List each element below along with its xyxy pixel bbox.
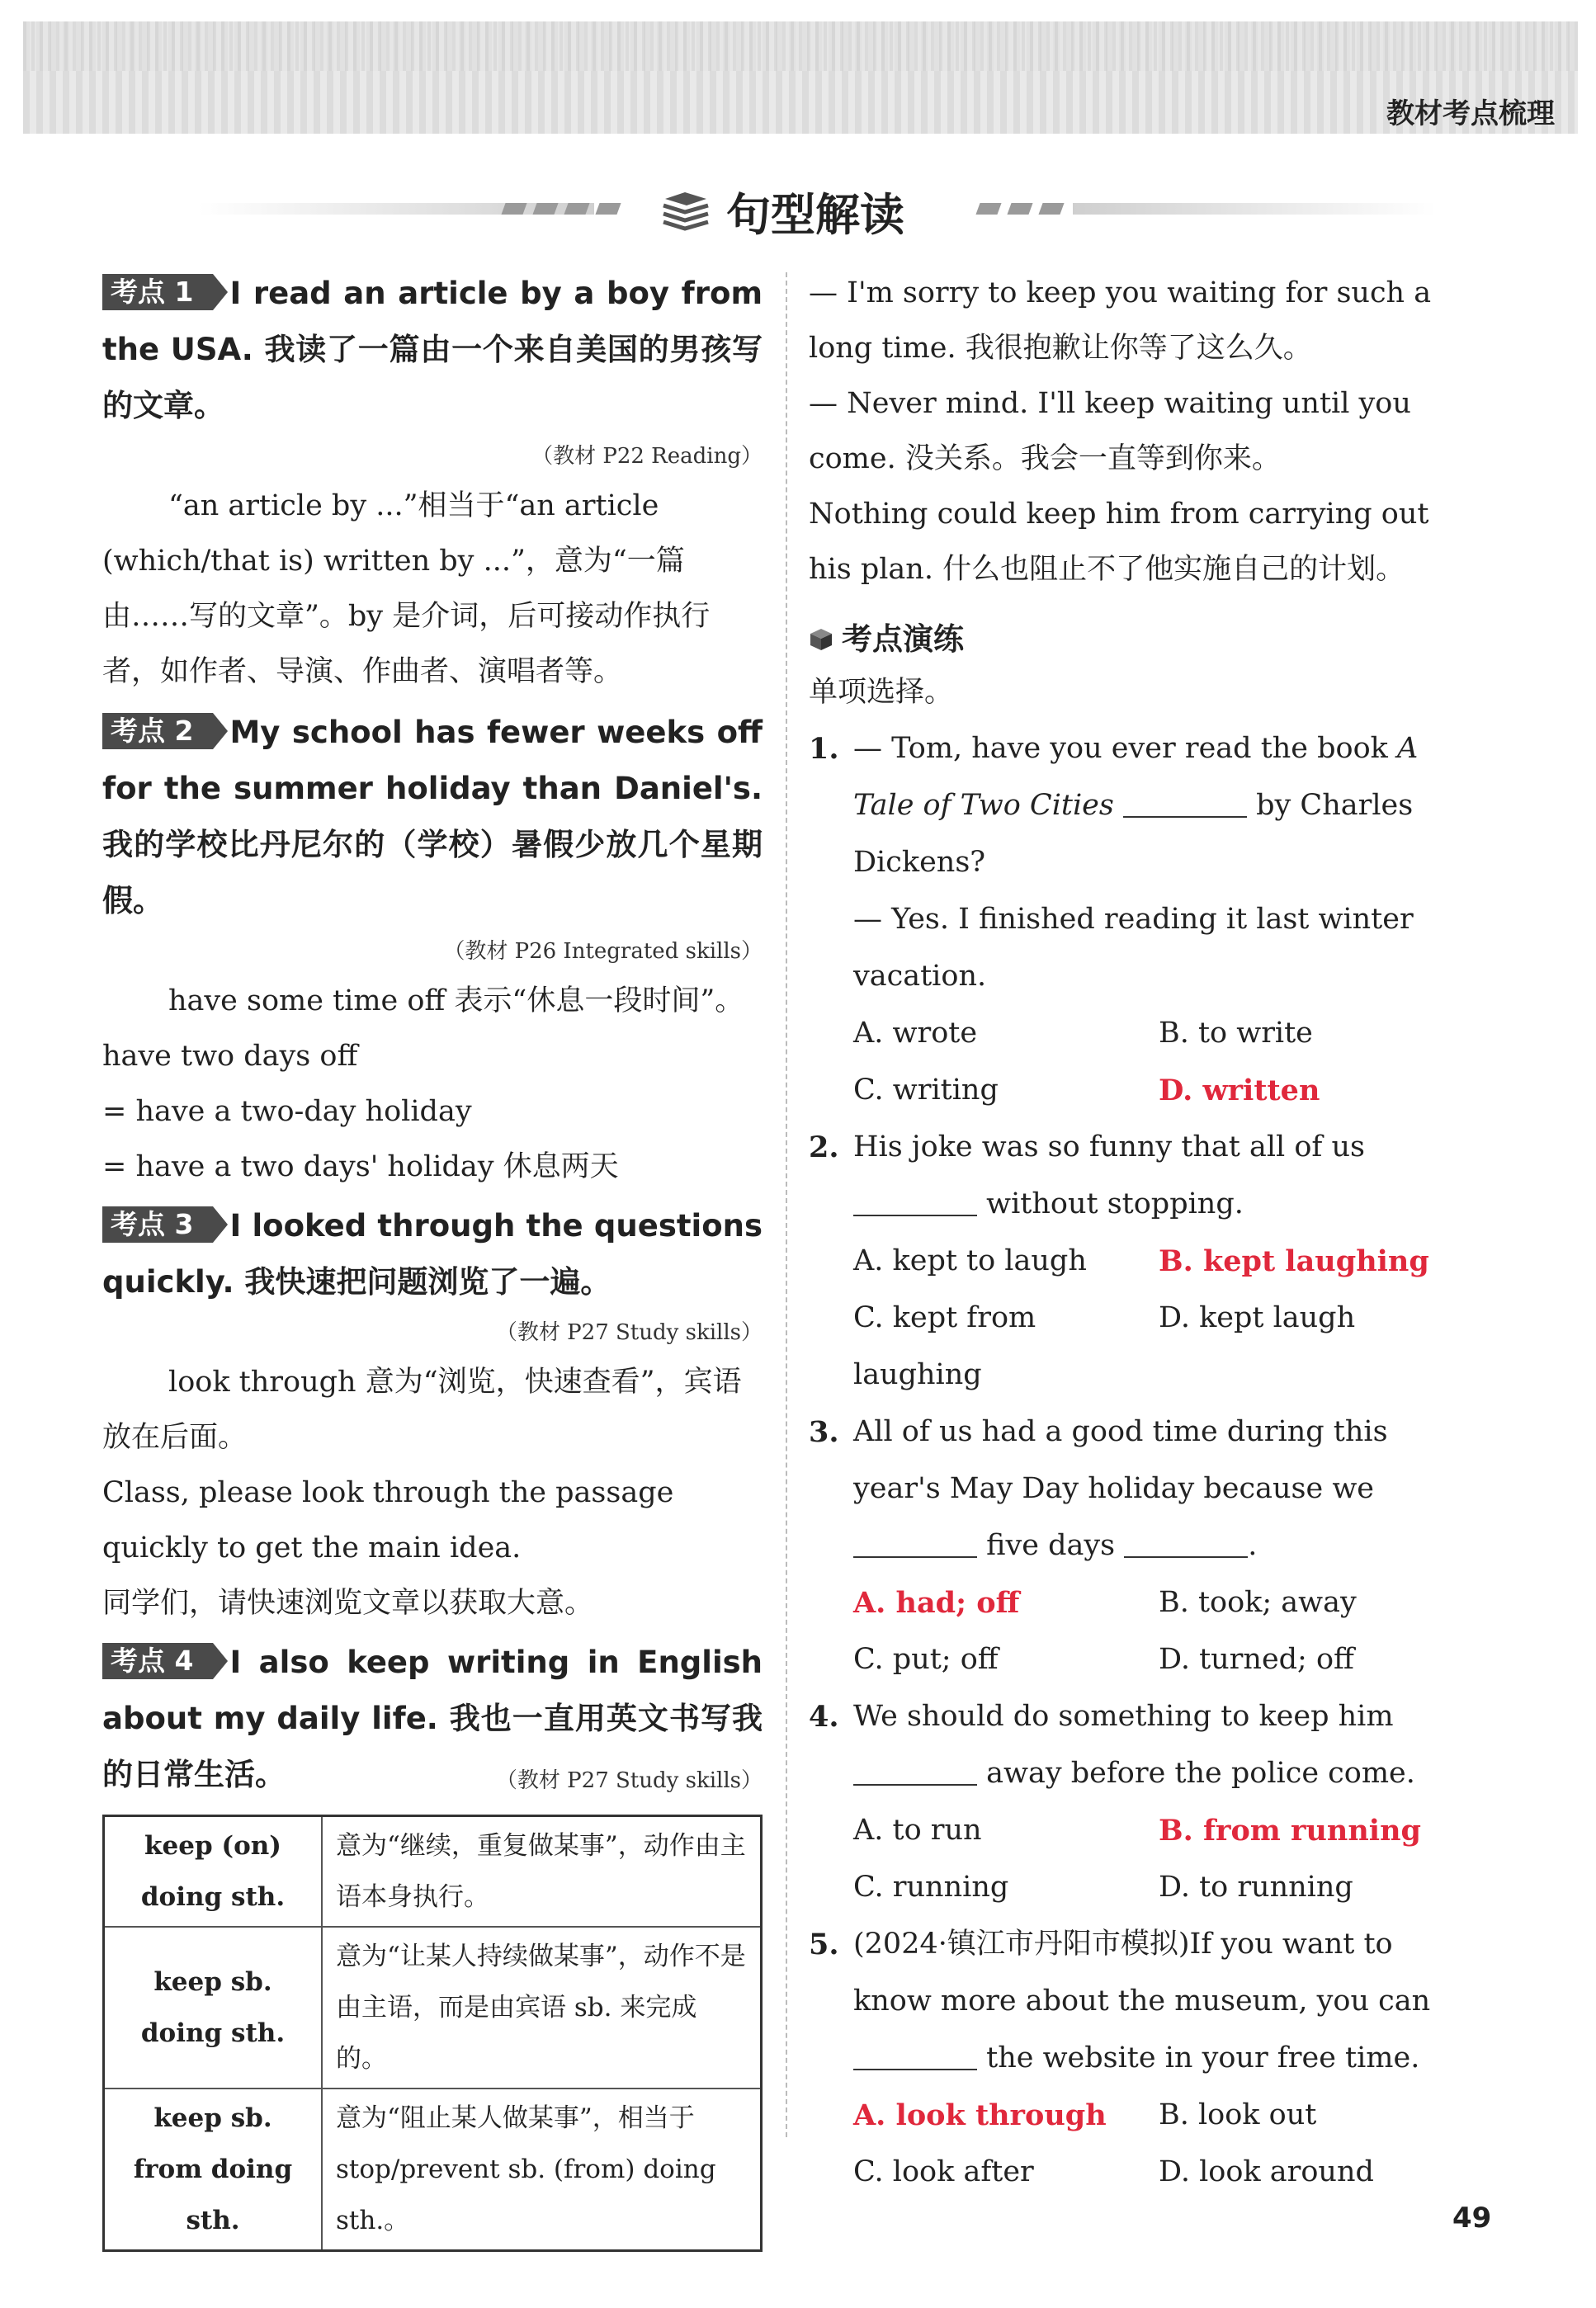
title-decoration-blocks-right	[978, 203, 1062, 215]
example-line: = have a two days' holiday 休息两天	[102, 1150, 619, 1183]
option[interactable]: B. look out	[1159, 2098, 1317, 2131]
right-column	[809, 266, 1476, 2201]
practice-subtitle: 单项选择。	[809, 676, 954, 709]
title-decoration-blocks-left	[503, 203, 619, 215]
kaodian-title: I read an article by a boy from the USA. 我读了一篇由一个来自美国的男孩写的文章。	[102, 276, 763, 423]
option-correct[interactable]: A. had; off	[853, 1586, 1020, 1620]
option-correct[interactable]: B. kept laughing	[1159, 1244, 1429, 1278]
option[interactable]: C. put; off	[853, 1643, 999, 1676]
question-stem: 1. — Tom, have you ever read the book A Tale of Two Cities by Charles Dickens?	[809, 720, 1476, 891]
page-number: 49	[1452, 2202, 1492, 2235]
kaodian-3	[102, 1198, 763, 1631]
example-dialogue-line: — I'm sorry to keep you waiting for such a long time. 我很抱歉让你等了这么久。	[809, 276, 1432, 365]
kaodian-2	[102, 705, 763, 1195]
book-title: A Tale of Two Cities	[853, 732, 1419, 822]
book-stack-icon	[660, 191, 711, 234]
kaodian-title: I looked through the questions quickly. 我快速把问题浏览了一遍。	[102, 1208, 763, 1300]
section-title-text: 句型解读	[726, 189, 904, 241]
kaodian-heading	[102, 1198, 763, 1310]
answer-blank[interactable]	[1124, 1525, 1248, 1558]
practice-heading	[809, 611, 1476, 668]
answer-blank[interactable]	[1123, 785, 1247, 818]
option[interactable]: D. look around	[1159, 2155, 1374, 2188]
option[interactable]: A. wrote	[853, 1017, 978, 1050]
section-title	[660, 180, 904, 243]
table-cell-phrase: keep (on) doing sth.	[104, 1816, 323, 1928]
option[interactable]: B. took; away	[1159, 1586, 1357, 1619]
question-dialogue: — Yes. I finished reading it last winter vacation.	[853, 903, 1414, 993]
option-correct[interactable]: A. look through	[853, 2098, 1107, 2132]
practice-title: 考点演练	[842, 621, 964, 657]
column-divider	[786, 272, 787, 2137]
options	[809, 2087, 1476, 2201]
question-number: 1.	[809, 732, 839, 766]
header-label: 教材考点梳理	[1386, 97, 1555, 130]
left-column	[102, 266, 763, 2252]
section-title-bar	[0, 173, 1596, 248]
textbook-source: （教材 P26 Integrated skills）	[443, 939, 763, 964]
option[interactable]: B. to write	[1159, 1017, 1313, 1050]
answer-blank[interactable]	[853, 2037, 977, 2070]
example-dialogue-line: — Never mind. I'll keep waiting until you come. 没关系。我会一直等到你来。	[809, 387, 1411, 475]
option[interactable]: C. kept from laughing	[853, 1301, 1036, 1391]
option[interactable]: D. to running	[1159, 1871, 1353, 1904]
textbook-source: （教材 P27 Study skills）	[495, 1768, 763, 1793]
example-sentence: Class, please look through the passage quickly to get the main idea.	[102, 1476, 674, 1565]
cube-icon	[809, 627, 833, 652]
example-line: = have a two-day holiday	[102, 1095, 472, 1128]
kaodian-1	[102, 266, 763, 700]
options	[809, 1005, 1476, 1119]
header-band	[23, 21, 1578, 134]
option-correct[interactable]: D. written	[1159, 1074, 1320, 1107]
answer-blank[interactable]	[853, 1183, 977, 1216]
question-4	[809, 1688, 1476, 1916]
kaodian-heading	[102, 266, 763, 434]
option[interactable]: A. to run	[853, 1814, 982, 1847]
option[interactable]: A. kept to laugh	[853, 1244, 1087, 1277]
option[interactable]: C. look after	[853, 2155, 1034, 2188]
answer-blank[interactable]	[853, 1753, 977, 1786]
question-stem: 5. (2024·镇江市丹阳市模拟)If you want to know more about the museum, you can the website in your free time.	[809, 1916, 1476, 2087]
example-sentence: Nothing could keep him from carrying out his plan. 什么也阻止不了他实施自己的计划。	[809, 498, 1429, 586]
answer-blank[interactable]	[853, 1525, 977, 1558]
question-number: 4.	[809, 1700, 839, 1734]
question-5	[809, 1916, 1476, 2201]
table-cell-phrase: keep sb. from doing sth.	[104, 2089, 323, 2251]
example-translation: 同学们，请快速浏览文章以获取大意。	[102, 1587, 594, 1620]
table-row	[104, 2089, 762, 2251]
option[interactable]: C. running	[853, 1871, 1009, 1904]
question-stem: 4. We should do something to keep him away before the police come.	[809, 1688, 1476, 1802]
table-cell-meaning: 意为“让某人持续做某事”，动作不是由主语，而是由宾语 sb. 来完成的。	[322, 1927, 762, 2089]
kaodian-badge: 考点 3	[102, 1206, 213, 1243]
kaodian-badge: 考点 1	[102, 274, 213, 310]
question-stem: 3. All of us had a good time during this year's May Day holiday because we five days .	[809, 1404, 1476, 1574]
textbook-source: （教材 P27 Study skills）	[495, 1320, 763, 1345]
options	[809, 1802, 1476, 1916]
explanation-text: “an article by ...”相当于“an article (which/that is) written by ...”，意为“一篇由……写的文章”。by 是介词，后可接动作执行者，如作者、导演、作曲者、演唱者等。	[102, 489, 711, 688]
question-2	[809, 1119, 1476, 1404]
table-cell-meaning: 意为“阻止某人做某事”，相当于 stop/prevent sb. (from) doing sth.。	[322, 2089, 762, 2251]
kaodian-title: I also keep writing in English about my daily life. 我也一直用英文书写我的日常生活。	[102, 1645, 763, 1792]
question-number: 5.	[809, 1928, 839, 1961]
explanation-text: have some time off 表示“休息一段时间”。	[168, 984, 744, 1017]
table-cell-meaning: 意为“继续，重复做某事”，动作由主语本身执行。	[322, 1816, 762, 1928]
kaodian-title: My school has fewer weeks off for the summer holiday than Daniel's. 我的学校比丹尼尔的（学校）暑假少放几个星期假。	[102, 715, 763, 918]
question-3	[809, 1404, 1476, 1688]
kaodian-4	[102, 1635, 763, 2252]
title-decoration-right	[1073, 203, 1436, 215]
example-line: have two days off	[102, 1040, 358, 1073]
option-correct[interactable]: B. from running	[1159, 1814, 1422, 1848]
options	[809, 1233, 1476, 1404]
textbook-source: （教材 P22 Reading）	[531, 444, 763, 469]
table-cell-phrase: keep sb. doing sth.	[104, 1927, 323, 2089]
options	[809, 1574, 1476, 1688]
kaodian-heading	[102, 705, 763, 929]
option[interactable]: C. writing	[853, 1074, 999, 1107]
option[interactable]: D. kept laugh	[1159, 1301, 1356, 1334]
kaodian-badge: 考点 4	[102, 1643, 213, 1679]
question-number: 2.	[809, 1130, 839, 1164]
explanation-text: look through 意为“浏览，快速查看”，宾语放在后面。	[102, 1366, 742, 1454]
kaodian-badge: 考点 2	[102, 713, 213, 749]
keep-usage-table	[102, 1815, 763, 2252]
question-number: 3.	[809, 1415, 839, 1449]
option[interactable]: D. turned; off	[1159, 1643, 1354, 1676]
question-stem: 2. His joke was so funny that all of us without stopping.	[809, 1119, 1476, 1233]
table-row	[104, 1816, 762, 1928]
question-1	[809, 720, 1476, 1119]
table-row	[104, 1927, 762, 2089]
